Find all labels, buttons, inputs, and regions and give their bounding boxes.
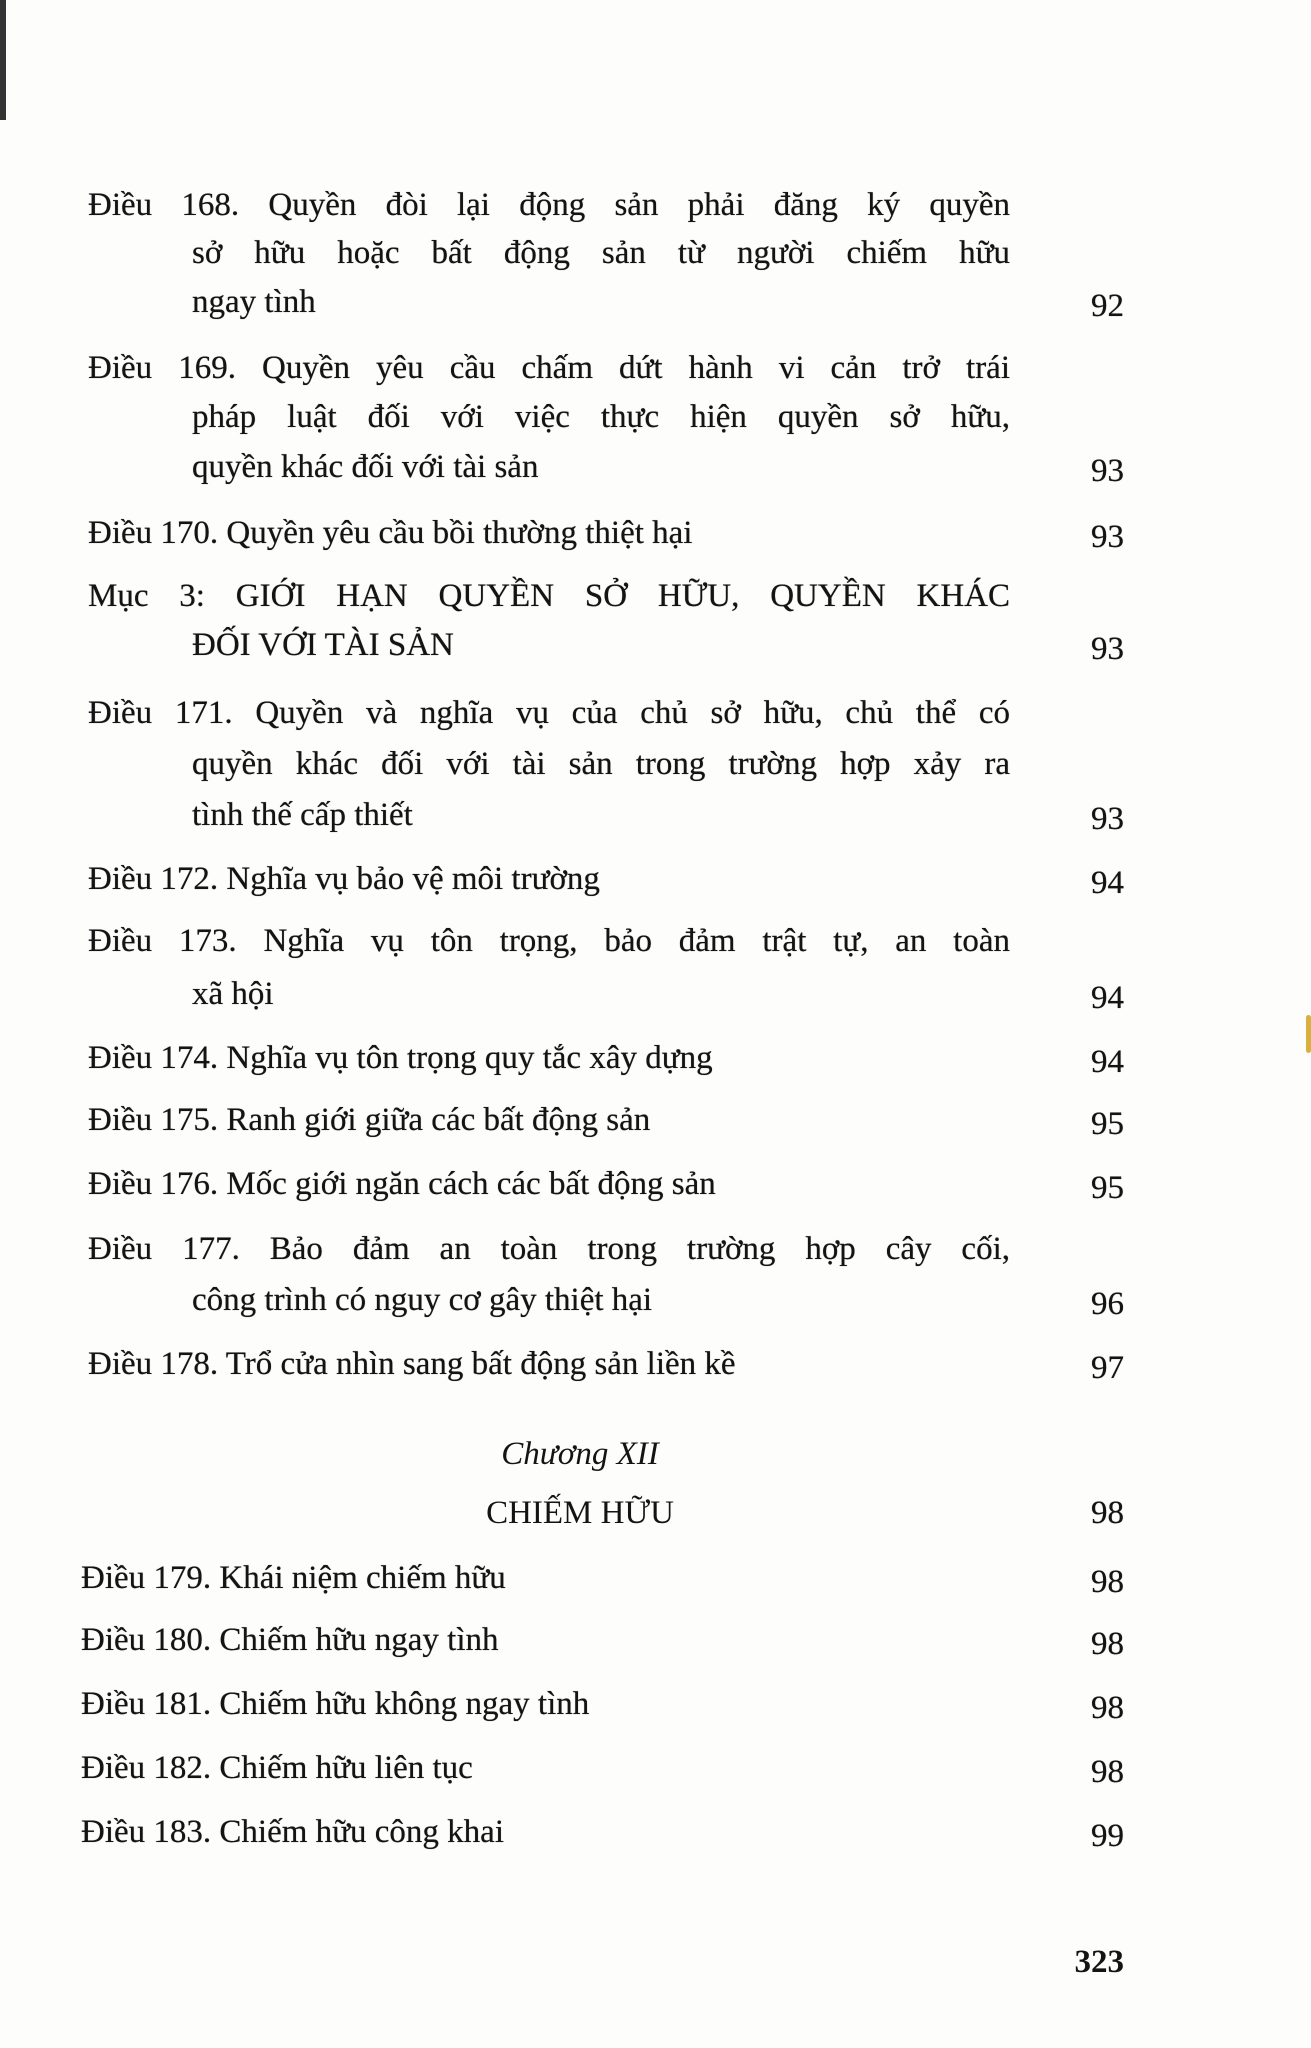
toc-entry-page: 93: [1091, 801, 1124, 837]
toc-entry-page: 98: [1091, 1754, 1124, 1790]
toc-entry-line: Điều 173. Nghĩa vụ tôn trọng, bảo đảm trật tự, an toàn: [88, 923, 1010, 959]
toc-entry-line: Điều 168. Quyền đòi lại động sản phải đăng ký quyền: [88, 187, 1010, 223]
toc-entry-page: 93: [1091, 519, 1124, 555]
toc-entry-line: Điều 172. Nghĩa vụ bảo vệ môi trường: [88, 861, 600, 897]
toc-entry-line: Điều 182. Chiếm hữu liên tục: [81, 1750, 473, 1786]
toc-entry-line: sở hữu hoặc bất động sản từ người chiếm hữu: [192, 235, 1010, 271]
toc-entry-page: 98: [1091, 1564, 1124, 1600]
page-number: 323: [1074, 1944, 1124, 1980]
toc-entry-page: 94: [1091, 980, 1124, 1016]
toc-entry-line: Điều 171. Quyền và nghĩa vụ của chủ sở hữu, chủ thể có: [88, 695, 1010, 731]
toc-entry-line: Điều 176. Mốc giới ngăn cách các bất động sản: [88, 1166, 716, 1202]
toc-entry-page: 95: [1091, 1170, 1124, 1206]
toc-entry-line: Điều 180. Chiếm hữu ngay tình: [81, 1622, 499, 1658]
toc-entry-page: 94: [1091, 1044, 1124, 1080]
toc-entry-line: Điều 169. Quyền yêu cầu chấm dứt hành vi cản trở trái: [88, 350, 1010, 386]
toc-entry-page: 98: [1091, 1690, 1124, 1726]
toc-entry-line: Điều 170. Quyền yêu cầu bồi thường thiệt hại: [88, 515, 693, 551]
toc-entry-line: Điều 183. Chiếm hữu công khai: [81, 1814, 504, 1850]
toc-entry-line: Mục 3: GIỚI HẠN QUYỀN SỞ HỮU, QUYỀN KHÁC: [88, 578, 1010, 614]
toc-entry-line: Điều 179. Khái niệm chiếm hữu: [81, 1560, 506, 1596]
toc-entry-line: Điều 178. Trổ cửa nhìn sang bất động sản liền kề: [88, 1346, 736, 1382]
chapter-title: CHIẾM HỮU: [486, 1495, 674, 1531]
page-edge-mark: [1306, 1015, 1311, 1053]
chapter-label: Chương XII: [501, 1436, 659, 1472]
toc-entry-line: tình thế cấp thiết: [192, 797, 413, 833]
toc-entry-page: 96: [1091, 1286, 1124, 1322]
toc-entry-line: quyền khác đối với tài sản: [192, 449, 539, 485]
toc-entry-line: công trình có nguy cơ gây thiệt hại: [192, 1282, 653, 1318]
chapter-page: 98: [1091, 1495, 1124, 1531]
toc-entry-line: xã hội: [192, 976, 274, 1012]
toc-entry-line: Điều 174. Nghĩa vụ tôn trọng quy tắc xây dựng: [88, 1040, 713, 1076]
toc-entry-page: 94: [1091, 865, 1124, 901]
page-edge-shadow: [0, 0, 6, 120]
toc-entry-line: ĐỐI VỚI TÀI SẢN: [192, 627, 454, 663]
toc-entry-page: 97: [1091, 1350, 1124, 1386]
toc-entry-page: 93: [1091, 453, 1124, 489]
toc-entry-page: 92: [1091, 288, 1124, 324]
toc-entry-line: quyền khác đối với tài sản trong trường hợp xảy ra: [192, 746, 1010, 782]
toc-entry-line: Điều 181. Chiếm hữu không ngay tình: [81, 1686, 590, 1722]
toc-entry-page: 98: [1091, 1626, 1124, 1662]
toc-entry-line: pháp luật đối với việc thực hiện quyền sở hữu,: [192, 399, 1010, 435]
toc-entry-page: 93: [1091, 631, 1124, 667]
toc-entry-page: 99: [1091, 1818, 1124, 1854]
toc-entry-page: 95: [1091, 1106, 1124, 1142]
toc-entry-line: Điều 175. Ranh giới giữa các bất động sản: [88, 1102, 651, 1138]
toc-entry-line: ngay tình: [192, 284, 316, 320]
toc-entry-line: Điều 177. Bảo đảm an toàn trong trường hợp cây cối,: [88, 1231, 1010, 1267]
